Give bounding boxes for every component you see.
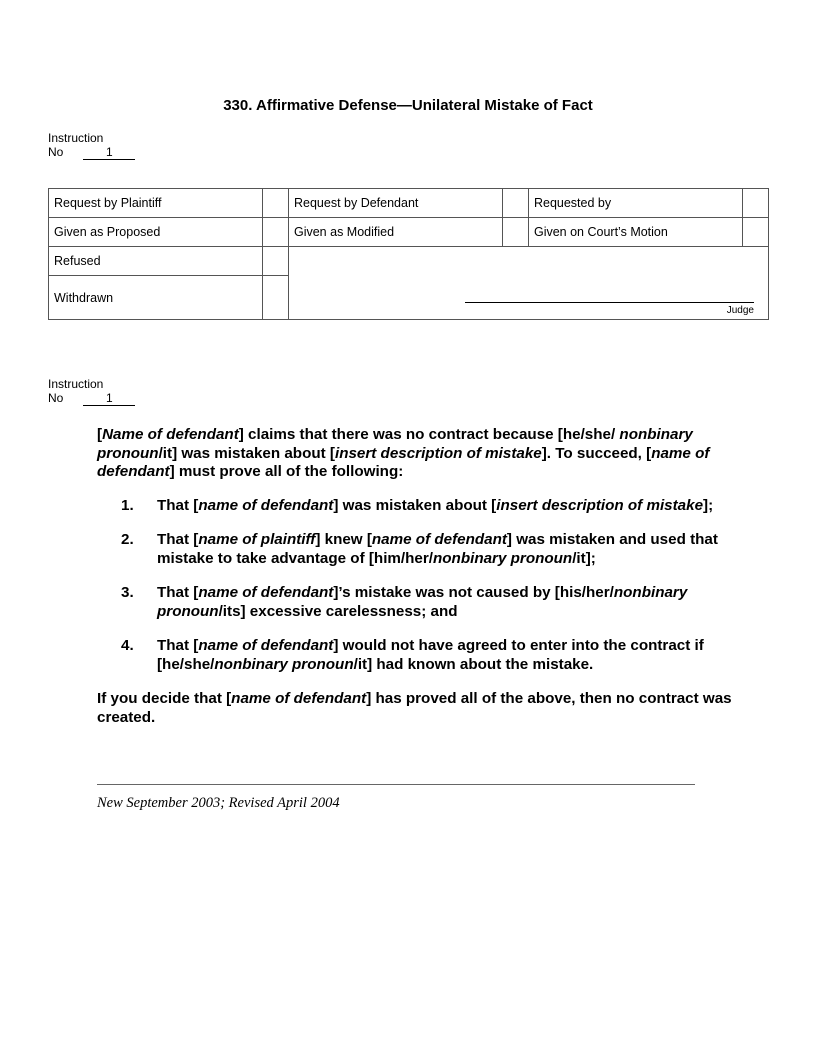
request-by-plaintiff-label: Request by Plaintiff xyxy=(49,189,263,218)
text-run: ]; xyxy=(703,496,714,514)
given-as-proposed-label: Given as Proposed xyxy=(49,218,263,247)
instruction-number: 1 xyxy=(83,392,135,406)
placeholder-text: nonbinary pronoun xyxy=(97,426,693,462)
text-run: ] knew [ xyxy=(315,531,372,548)
judge-label: Judge xyxy=(726,305,754,316)
withdrawn-label: Withdrawn xyxy=(49,276,263,320)
footer-divider xyxy=(97,784,695,785)
instruction-conclusion xyxy=(97,690,737,727)
element-number: 3. xyxy=(121,584,134,601)
element-text xyxy=(157,584,687,620)
element-text xyxy=(157,497,713,514)
instruction-no-label: No xyxy=(48,391,64,405)
given-on-courts-motion-label: Given on Court’s Motion xyxy=(528,218,742,247)
request-by-defendant-box[interactable] xyxy=(503,189,529,218)
withdrawn-box[interactable] xyxy=(263,276,289,320)
refused-label: Refused xyxy=(49,247,263,276)
instruction-body xyxy=(97,426,737,742)
page-title: 330. Affirmative Defense—Unilateral Mistake of Fact xyxy=(223,97,593,114)
text-run: If you decide that [ xyxy=(97,690,232,707)
request-by-plaintiff-box[interactable] xyxy=(263,189,289,218)
requested-by-box[interactable] xyxy=(743,189,769,218)
placeholder-text: name of defendant xyxy=(97,444,710,480)
element-text xyxy=(157,637,704,673)
instruction-number-top xyxy=(48,131,135,160)
given-as-modified-label: Given as Modified xyxy=(288,218,502,247)
text-run: ] would not have agreed to enter into the contract if [he/she/ xyxy=(157,637,704,673)
element-item xyxy=(97,531,737,568)
element-number: 2. xyxy=(121,531,134,548)
text-run: That [ xyxy=(157,531,199,548)
text-run: ]’s mistake was not caused by [his/her/ xyxy=(333,584,614,601)
element-number: 4. xyxy=(121,637,134,654)
instruction-number: 1 xyxy=(83,146,135,160)
instruction-no-label: No xyxy=(48,145,64,159)
element-item xyxy=(97,497,737,516)
placeholder-text: name of defendant xyxy=(198,637,334,654)
elements-list xyxy=(97,497,737,675)
given-as-proposed-box[interactable] xyxy=(263,218,289,247)
text-run: /it]; xyxy=(572,549,596,567)
instruction-number-bottom xyxy=(48,377,135,406)
placeholder-text: insert description of mistake xyxy=(334,444,542,462)
instruction-intro xyxy=(97,426,737,482)
refused-box[interactable] xyxy=(263,247,289,276)
placeholder-text: name of defendant xyxy=(198,584,334,601)
text-run: ] has proved all of the above, then no contract was created. xyxy=(97,690,732,726)
element-number: 1. xyxy=(121,496,134,514)
element-text xyxy=(157,531,718,567)
text-run: That [ xyxy=(157,584,199,601)
placeholder-text: nonbinary pronoun xyxy=(214,655,354,673)
revision-note: New September 2003; Revised April 2004 xyxy=(97,795,340,811)
placeholder-text: Name of defendant xyxy=(102,426,239,443)
text-run: That [ xyxy=(157,637,199,654)
placeholder-text: name of defendant xyxy=(231,690,367,707)
element-item xyxy=(97,584,737,621)
element-item xyxy=(97,637,737,674)
text-run: ] must prove all of the following: xyxy=(169,463,404,480)
placeholder-text: nonbinary pronoun xyxy=(157,584,688,620)
instruction-label: Instruction xyxy=(48,131,104,145)
judge-signature-line[interactable] xyxy=(465,302,754,303)
judge-signature-area xyxy=(288,247,768,320)
text-run: ] claims that there was no contract because [he/she/ xyxy=(238,426,620,443)
text-run: ]. To succeed, [ xyxy=(541,444,652,462)
text-run: /its] excessive carelessness; and xyxy=(218,602,458,620)
request-table xyxy=(48,188,769,320)
text-run: /it] had known about the mistake. xyxy=(353,655,594,673)
text-run: That [ xyxy=(157,496,199,514)
given-on-courts-motion-box[interactable] xyxy=(743,218,769,247)
placeholder-text: nonbinary pronoun xyxy=(433,549,573,567)
requested-by-label: Requested by xyxy=(528,189,742,218)
placeholder-text: name of defendant xyxy=(198,496,334,514)
placeholder-text: insert description of mistake xyxy=(496,496,704,514)
request-by-defendant-label: Request by Defendant xyxy=(288,189,502,218)
text-run: ] was mistaken and used that mistake to take advantage of [him/her/ xyxy=(157,531,718,567)
given-as-modified-box[interactable] xyxy=(503,218,529,247)
text-run: [ xyxy=(97,426,103,443)
placeholder-text: name of plaintiff xyxy=(198,531,316,548)
placeholder-text: name of defendant xyxy=(371,531,507,548)
instruction-label: Instruction xyxy=(48,377,104,391)
text-run: /it] was mistaken about [ xyxy=(158,444,335,462)
text-run: ] was mistaken about [ xyxy=(333,496,497,514)
